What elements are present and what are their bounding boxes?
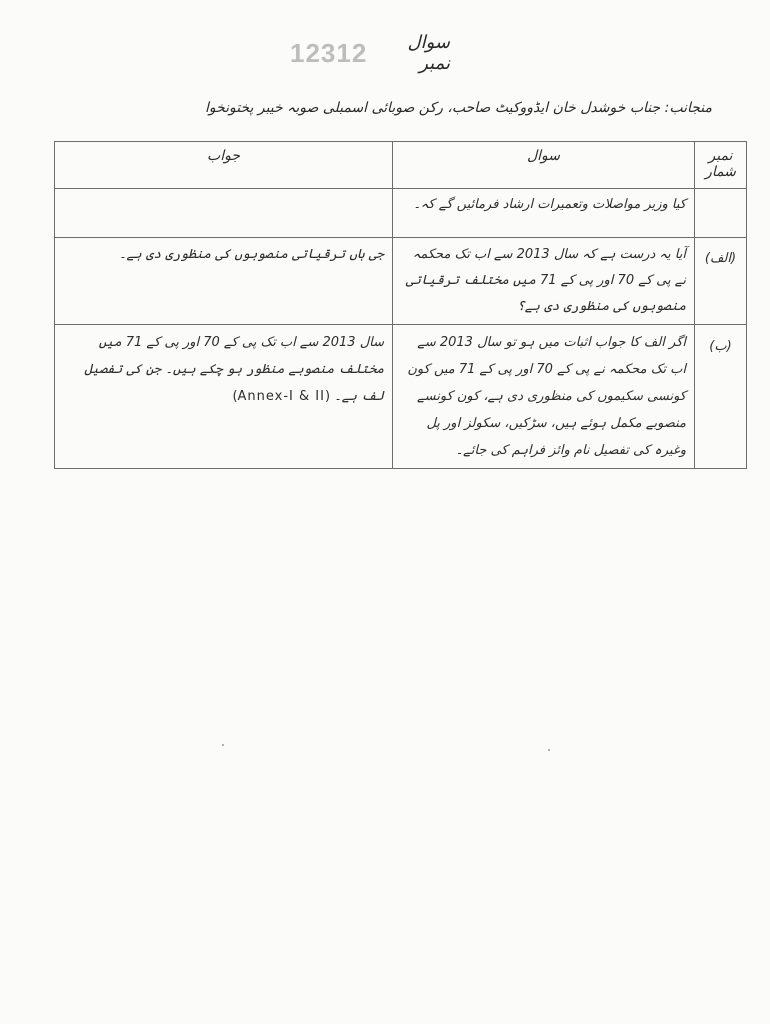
annex-reference: (Annex-I & II): [232, 389, 331, 404]
question-number-heading: [290, 32, 450, 74]
table-row: [55, 238, 747, 325]
mover-line: منجانب: جناب خوشدل خان ایڈووکیٹ صاحب، رکن صوبائی اسمبلی صوبہ خیبر پختونخوا: [204, 100, 712, 116]
intro-question-cell: کیا وزیر مواصلات وتعمیرات ارشاد فرمائیں گے کہ۔: [393, 189, 695, 238]
row-serial: (ب): [695, 325, 747, 469]
question-table: [54, 141, 747, 469]
scan-speck: [222, 744, 224, 746]
question-number-value: 12312: [290, 37, 368, 68]
row-answer: جی ہاں ترقیاتی منصوبوں کی منظوری دی ہے۔: [55, 238, 393, 325]
intro-answer-cell: [55, 189, 393, 238]
table-header-row: [55, 142, 747, 189]
row-question: آیا یہ درست ہے کہ سال 2013 سے اب تک محکمہ نے پی کے 70 اور پی کے 71 میں مختلف ترقیاتی منصوبوں کی منظوری دی ہے؟: [393, 238, 695, 325]
table-row: [55, 325, 747, 469]
header-serial: نمبر شمار: [695, 142, 747, 189]
row-answer-cell: [55, 325, 393, 469]
row-serial: (الف): [695, 238, 747, 325]
table-row-intro: [55, 189, 747, 238]
row-answer: سال 2013 سے اب تک پی کے 70 اور پی کے 71 میں مختلف منصوبے منظور ہو چکے ہیں۔ جن کی تفصیل لف ہے۔: [84, 335, 384, 404]
intro-serial-cell: [695, 189, 747, 238]
scan-speck: [548, 749, 550, 751]
header-question: سوال: [393, 142, 695, 189]
header-answer: جواب: [55, 142, 393, 189]
row-question: اگر الف کا جواب اثبات میں ہو تو سال 2013 سے اب تک محکمہ نے پی کے 70 اور پی کے 71 میں کون کونسی سکیموں کی منظوری دی ہے، کون کونسے منصوبے مکمل ہوئے ہیں، سڑکیں، سکولز اور پل وغیرہ کی تفصیل نام وائز فراہم کی جائے۔: [393, 325, 695, 469]
question-number-label: سوال نمبر: [407, 32, 450, 74]
